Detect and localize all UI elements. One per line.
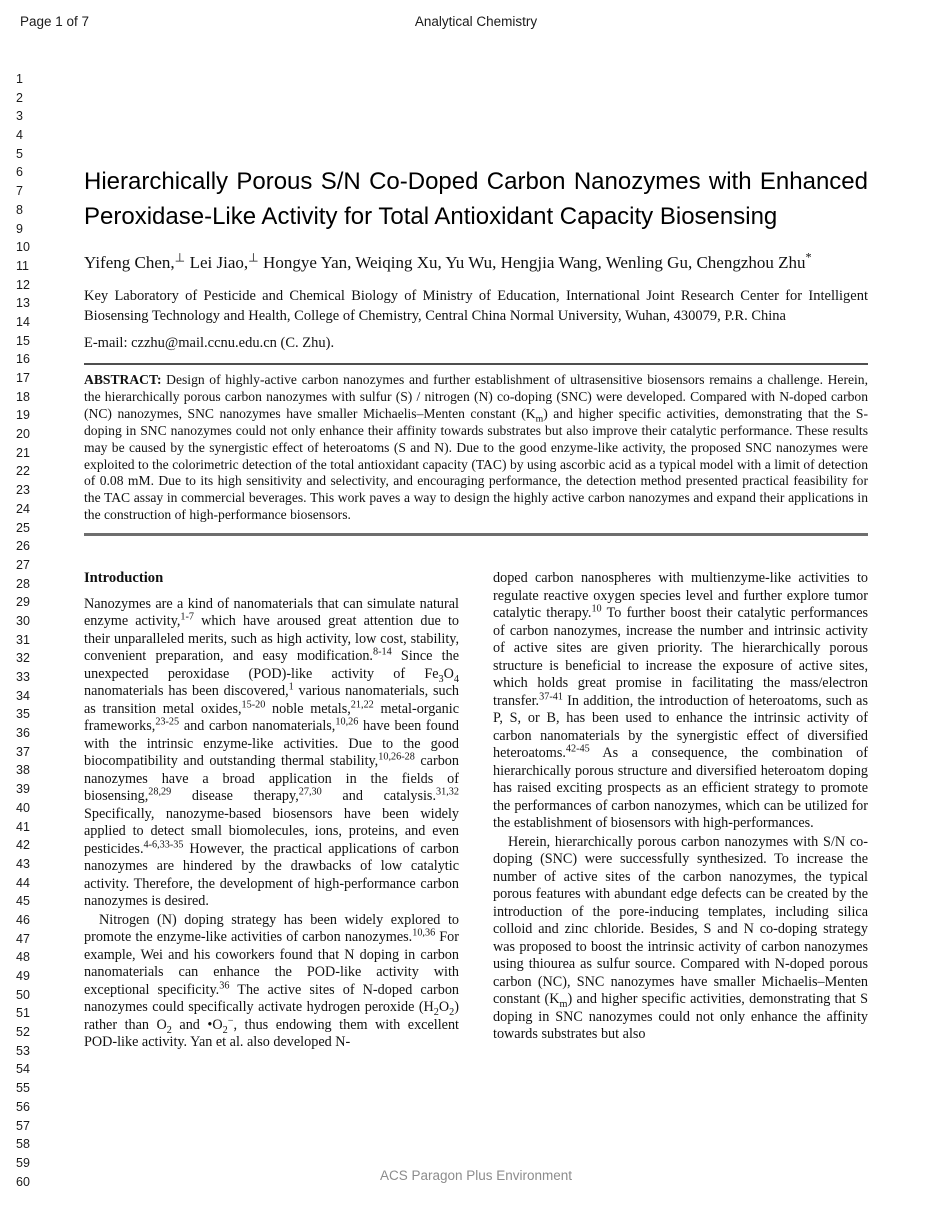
superscript: *	[805, 250, 812, 265]
line-number: 29	[16, 595, 30, 610]
line-number: 32	[16, 651, 30, 666]
line-number: 42	[16, 838, 30, 853]
line-number: 14	[16, 314, 30, 329]
line-number: 10	[16, 240, 30, 255]
authors-line: Yifeng Chen,⊥ Lei Jiao,⊥ Hongye Yan, Weiqing Xu, Yu Wu, Hengjia Wang, Wenling Gu, Chengzhou Zhu*	[84, 250, 812, 272]
line-number: 55	[16, 1081, 30, 1096]
line-number: 48	[16, 950, 30, 965]
paragraph: Nitrogen (N) doping strategy has been widely explored to promote the enzyme-like activities of carbon nanozymes.$^{10,36}$ For example, Wei and his coworkers found that N doping in carbon nanomaterials can enhance the POD-like activity with exceptional specificity.$^{36}$ The active sites of N-doped carbon nanozymes could specifically activate hydrogen peroxide $(H_2O_2)$ rather than $O_2$ and $•O_2^-$, thus endowing them with excellent POD-like activity. Yan et al. also developed N-	[84, 911, 460, 1051]
footer-text: ACS Paragon Plus Environment	[379, 1168, 573, 1183]
subscript: m	[535, 413, 544, 425]
superscript: 4-6,33-35	[143, 838, 184, 850]
paragraph: Herein, hierarchically porous carbon nanozymes with S/N co-doping (SNC) were successfully synthesized. To increase the number of active sites of the carbon nanozymes, the typical porous features with abundant edge defects can be created by the introduction of the pore-inducing templates, including silica colloid and zinc chloride. Besides, S and N co-doping strategy was proposed to boost the intrinsic activity of carbon nanozymes using thiourea as sulfur source. Compared with N-doped porous carbon (NC), SNC nanozymes have smaller Michaelis–Menten constant $(K_m)$ and higher specific activities, demonstrating that S doping in SNC nanozymes could not only enhance the affinity towards substrates but also	[493, 833, 868, 1043]
line-number: 24	[16, 501, 30, 516]
manuscript-content	[84, 0, 868, 1052]
left-column	[84, 570, 459, 1052]
superscript: 1	[288, 681, 294, 693]
line-number: 41	[16, 819, 30, 834]
superscript: 1-7	[180, 611, 195, 623]
line-number: 60	[16, 1174, 30, 1189]
line-number: 21	[16, 445, 30, 460]
abstract-label: ABSTRACT:	[84, 372, 162, 387]
line-number: 34	[16, 688, 30, 703]
email-line: E-mail: czzhu@mail.ccnu.edu.cn (C. Zhu).	[84, 335, 335, 351]
superscript: 31,32	[436, 786, 459, 798]
line-number: 51	[16, 1006, 30, 1021]
section-heading-introduction: Introduction	[84, 570, 164, 587]
line-number: 39	[16, 782, 30, 797]
superscript: 27,30	[298, 786, 322, 798]
abstract-paragraph	[84, 372, 868, 524]
line-number: 18	[16, 389, 30, 404]
superscript: 37-41	[539, 690, 563, 702]
abstract-section	[84, 363, 868, 536]
line-number: 28	[16, 576, 30, 591]
superscript: 42-45	[565, 743, 590, 755]
superscript: ⊥	[174, 250, 186, 265]
subscript: 3	[438, 673, 444, 685]
superscript: 15-20	[241, 698, 266, 710]
line-number: 44	[16, 875, 30, 890]
line-number: 17	[16, 371, 30, 385]
line-number: 50	[16, 987, 30, 1002]
superscript: 10,36	[412, 927, 436, 939]
line-number: 30	[16, 613, 30, 628]
affiliation-line: Key Laboratory of Pesticide and Chemical Biology of Ministry of Education, International Joint Research Center for Intelligent Biosensing Technology and Health, College of Chemistry, Central China Normal University, Wuhan, 430079, P.R. China	[84, 288, 868, 324]
line-number: 27	[16, 557, 30, 572]
line-number-gutter	[16, 70, 30, 1191]
superscript: −	[227, 1014, 234, 1026]
line-number: 15	[16, 333, 30, 348]
line-number: 37	[16, 744, 30, 759]
line-number: 53	[16, 1043, 30, 1058]
line-number: 1	[16, 72, 23, 86]
line-number: 56	[16, 1099, 30, 1114]
right-column	[493, 570, 868, 1052]
superscript: 10,26	[335, 716, 359, 728]
line-number: 49	[16, 969, 30, 983]
superscript: 21,22	[350, 698, 374, 710]
page-number-label: Page 1 of 7	[20, 14, 90, 29]
superscript: ⊥	[248, 250, 259, 265]
line-number: 4	[16, 128, 23, 143]
line-number: 8	[16, 202, 23, 217]
line-number: 52	[16, 1025, 30, 1040]
line-number: 31	[16, 632, 30, 647]
line-number: 47	[16, 931, 30, 946]
paragraph: Nanozymes are a kind of nanomaterials that can simulate natural enzyme activity,$^{1-7}$ which have aroused great attention due to their unparalleled merits, such as high activity, low cost, stability, convenient preparation, and easy modification.$^{8-14}$ Since the unexpected peroxidase (POD)-like activity of $Fe_3O_4$ nanomaterials has been discovered,$^1$ various nanomaterials, such as transition metal oxides,$^{15-20}$ noble metals,$^{21,22}$ metal-organic frameworks,$^{23-25}$ and carbon nanomaterials,$^{10,26}$ have been found with the intrinsic enzyme-like activities. Due to the good biocompatibility and outstanding thermal stability,$^{10,26-28}$ carbon nanozymes have a broad application in the fields of biosensing,$^{28,29}$ disease therapy,$^{27,30}$ and catalysis.$^{31,32}$ Specifically, nanozyme-based biosensors have been widely applied to detect small biomolecules, ions, proteins, and even pesticides.$^{4-6,33-35}$ However, the practical applications of carbon nanozymes are hindered by the drawbacks of low catalytic activity. Therefore, the development of high-performance carbon nanozymes is desired.	[84, 595, 459, 910]
line-number: 5	[16, 146, 23, 161]
line-number: 26	[16, 539, 30, 554]
article-title: Hierarchically Porous S/N Co-Doped Carbon Nanozymes with Enhanced Peroxidase-Like Activity for Total Antioxidant Capacity Biosensing	[84, 168, 868, 230]
line-number: 35	[16, 707, 30, 722]
abstract-text: Design of highly-active carbon nanozymes and further establishment of ultrasensitive biosensors remains a challenge. Herein, the hierarchically porous carbon nanozymes with sulfur (S) / nitrogen (N) co-doping (SNC) were developed. Compared with N-doped carbon (NC) nanozymes, SNC nanozymes have smaller Michaelis–Menten constant $(K_m)$ and higher specific activities, demonstrating that the S-doping in SNC nanozymes could not only enhance their affinity towards substrates but also improve their catalytic performance. These results may be caused by the synergistic effect of heteroatoms (S and N). Due to the good enzyme-like activity, the proposed SNC nanozymes were exploited to the colorimetric detection of the total antioxidant capacity (TAC) by using ascorbic acid as a typical model with a limit of detection of 0.08 mM. Due to its high sensitivity and selectivity, and encouraging performance, the detection method presented practical feasibility for the TAC assay in commercial beverages. This work paves a way to design the highly active carbon nanozymes and expand their applications in the construction of high-performance biosensors.	[84, 372, 868, 523]
subscript: m	[559, 998, 568, 1010]
journal-title: Analytical Chemistry	[414, 14, 538, 29]
superscript: 23-25	[155, 716, 180, 728]
line-number: 33	[16, 670, 30, 684]
line-number: 45	[16, 894, 30, 909]
superscript: 8-14	[372, 646, 392, 658]
line-number: 36	[16, 726, 30, 741]
line-number: 38	[16, 763, 30, 778]
line-number: 23	[16, 483, 30, 498]
line-number: 6	[16, 165, 23, 180]
line-number: 3	[16, 109, 23, 124]
line-number: 19	[16, 408, 30, 423]
line-number: 2	[16, 90, 23, 105]
subscript: 4	[453, 673, 459, 685]
line-number: 57	[16, 1118, 30, 1133]
line-number: 46	[16, 912, 30, 927]
line-number: 58	[16, 1137, 30, 1152]
line-number: 54	[16, 1062, 30, 1077]
superscript: 28,29	[148, 786, 172, 798]
subscript: 2	[222, 1024, 228, 1036]
line-number: 7	[16, 184, 23, 199]
line-number: 40	[16, 800, 30, 815]
line-number: 59	[16, 1155, 30, 1170]
line-number: 16	[16, 352, 30, 367]
line-number: 9	[16, 221, 23, 236]
superscript: 36	[219, 979, 230, 991]
line-number: 13	[16, 296, 30, 311]
subscript: 2	[449, 1006, 455, 1018]
line-number: 43	[16, 856, 30, 871]
subscript: 2	[166, 1024, 172, 1036]
body-columns	[84, 570, 868, 1052]
line-number: 25	[16, 520, 30, 535]
line-number: 12	[16, 277, 30, 292]
line-number: 20	[16, 427, 30, 442]
paragraph: doped carbon nanospheres with multienzyme-like activities to regulate reactive oxygen species level and further explore tumor catalytic therapy.$^{10}$ To further boost their catalytic performances of carbon nanozymes, increase the number and intrinsic activity of active sites are given priority. The hierarchically porous structure is beneficial to increase the exposure of active sites, which holds great promise in facilitating the mass/electron transfer.$^{37-41}$ In addition, the introduction of heteroatoms, such as P, S, or B, has been used to enhance the intrinsic activity of carbon nanomaterials by the synergistic effect of diversified heteroatoms.$^{42-45}$ As a consequence, the combination of hierarchically porous structure and diversified heteroatom doping has raised exciting prospects as an efficient strategy to promote the performances of carbon nanozymes, which can be utilized for the establishment of biosensors with high-performances.	[493, 570, 869, 832]
superscript: 10	[591, 603, 602, 615]
line-number: 22	[16, 464, 30, 479]
line-number: 11	[16, 258, 29, 273]
subscript: 2	[433, 1006, 439, 1018]
superscript: 10,26-28	[378, 751, 415, 763]
